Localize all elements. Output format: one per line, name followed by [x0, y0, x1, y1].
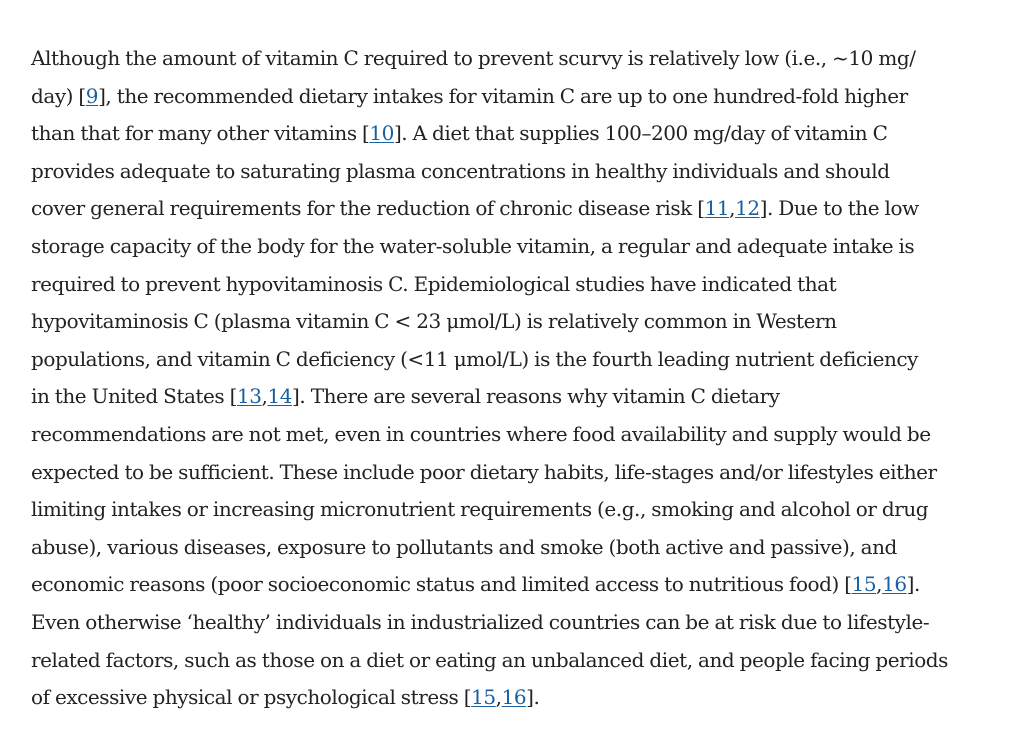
text-line — [31, 454, 956, 492]
citation-link[interactable]: 15 — [471, 685, 496, 710]
text-segment: , — [495, 685, 502, 710]
text-segment: related factors, such as those on a diet or eating an unbalanced diet, and people facing periods — [31, 647, 948, 672]
text-line — [31, 341, 956, 379]
text-segment: populations, and vitamin C deficiency (<11 μmol/L) is the fourth leading nutrient deficiency — [31, 346, 919, 371]
text-line — [31, 642, 956, 680]
text-line — [31, 604, 956, 642]
text-segment: in the United States [ — [31, 384, 237, 409]
article-body — [31, 40, 956, 717]
citation-link[interactable]: 10 — [369, 121, 394, 146]
text-segment: ]. Due to the low — [759, 196, 919, 221]
text-segment: , — [876, 572, 883, 597]
text-line — [31, 40, 956, 78]
text-segment: ]. — [526, 685, 540, 710]
text-segment: limiting intakes or increasing micronutrient requirements (e.g., smoking and alcohol or drug — [31, 497, 929, 522]
text-line — [31, 115, 956, 153]
text-line — [31, 303, 956, 341]
text-segment: cover general requirements for the reduction of chronic disease risk [ — [31, 196, 705, 221]
text-line — [31, 190, 956, 228]
text-segment: , — [729, 196, 736, 221]
citation-link[interactable]: 14 — [267, 384, 293, 409]
citation-link[interactable]: 16 — [882, 572, 907, 597]
citation-link[interactable]: 16 — [501, 685, 527, 710]
body-paragraph — [31, 40, 956, 717]
text-segment: of excessive physical or psychological stress [ — [31, 685, 472, 710]
text-line — [31, 78, 956, 116]
text-segment: expected to be sufficient. These include poor dietary habits, life-stages and/or lifestyles either — [31, 459, 937, 484]
text-segment: Even otherwise ‘healthy’ individuals in industrialized countries can be at risk due to lifestyle- — [31, 609, 930, 634]
text-segment: storage capacity of the body for the water-soluble vitamin, a regular and adequate intake is — [31, 233, 915, 258]
text-segment: provides adequate to saturating plasma concentrations in healthy individuals and should — [31, 158, 890, 183]
text-line — [31, 153, 956, 191]
text-segment: day) [ — [31, 83, 86, 108]
text-line — [31, 566, 956, 604]
text-segment: required to prevent hypovitaminosis C. Epidemiological studies have indicated that — [31, 271, 837, 296]
text-segment: ], the recommended dietary intakes for vitamin C are up to one hundred-fold higher — [98, 83, 908, 108]
citation-link[interactable]: 12 — [735, 196, 760, 221]
citation-link[interactable]: 11 — [704, 196, 730, 221]
text-segment: recommendations are not met, even in countries where food availability and supply would be — [31, 421, 931, 446]
text-line — [31, 228, 956, 266]
text-line — [31, 491, 956, 529]
text-segment: ]. — [906, 572, 920, 597]
citation-link[interactable]: 9 — [85, 83, 99, 108]
citation-link[interactable]: 13 — [236, 384, 262, 409]
text-line — [31, 529, 956, 567]
text-segment: , — [261, 384, 268, 409]
text-segment: Although the amount of vitamin C required to prevent scurvy is relatively low (i.e., ~10 mg/ — [31, 46, 916, 70]
text-segment: ]. There are several reasons why vitamin C dietary — [292, 384, 780, 409]
text-segment: hypovitaminosis C (plasma vitamin C < 23 μmol/L) is relatively common in Western — [31, 309, 837, 334]
text-segment: abuse), various diseases, exposure to pollutants and smoke (both active and passive), and — [31, 534, 897, 559]
text-line — [31, 679, 956, 717]
text-segment: ]. A diet that supplies 100–200 mg/day of vitamin C — [393, 121, 888, 146]
text-line — [31, 416, 956, 454]
text-line — [31, 378, 956, 416]
text-line — [31, 266, 956, 304]
citation-link[interactable]: 15 — [851, 572, 877, 597]
text-segment: economic reasons (poor socioeconomic status and limited access to nutritious food) [ — [31, 572, 852, 597]
text-segment: than that for many other vitamins [ — [31, 121, 370, 146]
